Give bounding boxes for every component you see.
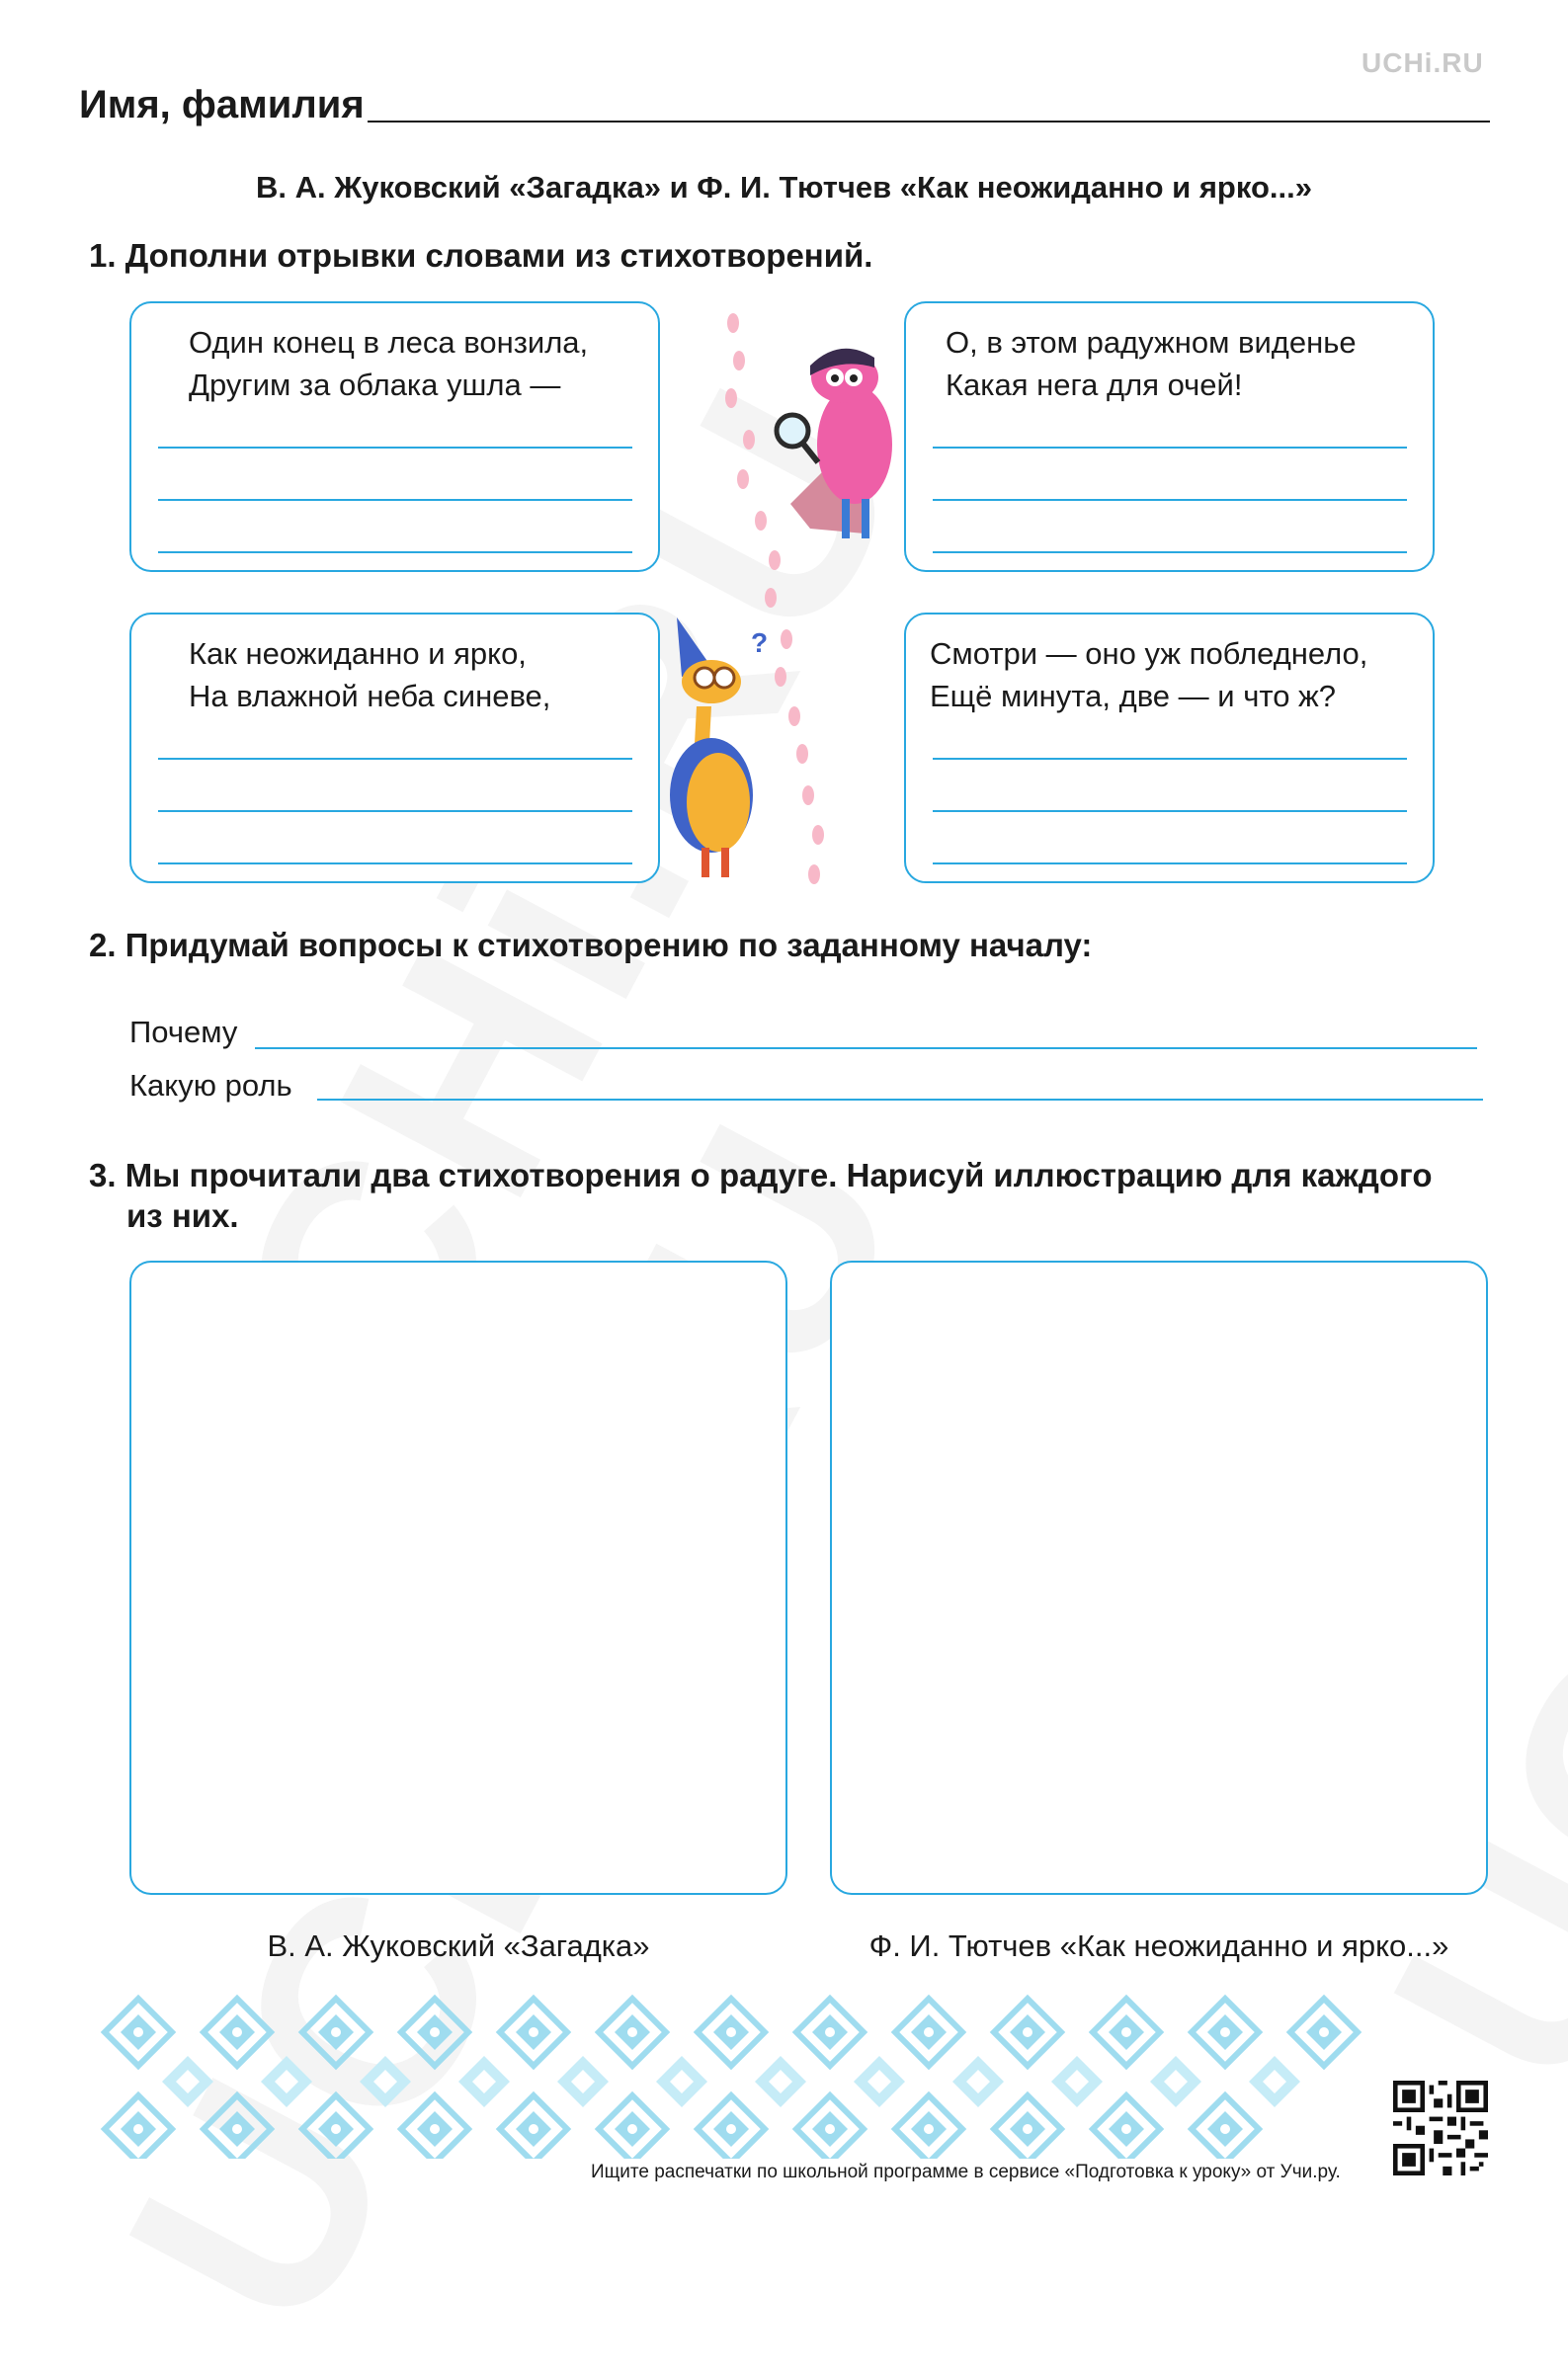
name-label: Имя, фамилия xyxy=(79,83,365,126)
answer-line[interactable] xyxy=(933,810,1407,812)
poem-line: Один конец в леса вонзила, xyxy=(189,325,589,360)
question-prompt-role: Какую роль xyxy=(129,1068,292,1103)
name-input-line[interactable] xyxy=(368,121,1490,123)
poem-box-4 xyxy=(904,613,1435,883)
question-answer-line[interactable] xyxy=(317,1099,1483,1101)
drawing-area-left[interactable] xyxy=(129,1261,787,1895)
brand-logo: UCHi.RU xyxy=(1362,47,1484,78)
task3-heading-line: из них. xyxy=(126,1197,239,1234)
answer-line[interactable] xyxy=(933,551,1407,553)
poem-line: Смотри — оно уж побледнело, xyxy=(930,636,1368,671)
caption-right: Ф. И. Тютчев «Как неожиданно и ярко...» xyxy=(868,1928,1449,1963)
poem-line: На влажной неба синеве, xyxy=(189,679,551,713)
wizard-character-icon xyxy=(657,613,785,884)
poem-box-3 xyxy=(129,613,660,883)
task3-heading-line: 3. Мы прочитали два стихотворения о радуге. Нарисуй иллюстрацию для каждого xyxy=(89,1157,1433,1193)
task1-heading: 1. Дополни отрывки словами из стихотворений. xyxy=(89,237,873,274)
question-answer-line[interactable] xyxy=(255,1047,1477,1049)
answer-line[interactable] xyxy=(158,447,632,449)
answer-line[interactable] xyxy=(158,551,632,553)
poem-line: Ещё минута, две — и что ж? xyxy=(930,679,1337,713)
answer-line[interactable] xyxy=(933,447,1407,449)
poem-line: Другим за облака ушла — xyxy=(189,368,561,402)
qr-code-icon[interactable] xyxy=(1393,2081,1488,2175)
poem-box-1 xyxy=(129,301,660,572)
answer-line[interactable] xyxy=(158,810,632,812)
poem-line: О, в этом радужном виденье xyxy=(946,325,1357,360)
task2-heading: 2. Придумай вопросы к стихотворению по заданному началу: xyxy=(89,927,1093,963)
question-prompt-why: Почему xyxy=(129,1015,238,1049)
answer-line[interactable] xyxy=(933,862,1407,864)
task3-heading xyxy=(89,1155,1433,1236)
answer-line[interactable] xyxy=(158,499,632,501)
svg-text:?: ? xyxy=(751,627,769,658)
poem-line: Как неожиданно и ярко, xyxy=(189,636,527,671)
answer-line[interactable] xyxy=(933,499,1407,501)
drawing-area-right[interactable] xyxy=(830,1261,1488,1895)
footer-note: Ищите распечатки по школьной программе в сервисе «Подготовка к уроку» от Учи.ру. xyxy=(591,2162,1341,2182)
answer-line[interactable] xyxy=(158,862,632,864)
answer-line[interactable] xyxy=(158,758,632,760)
ornament-decoration xyxy=(94,1991,1388,2159)
poem-box-2 xyxy=(904,301,1435,572)
answer-line[interactable] xyxy=(933,758,1407,760)
page-title: В. А. Жуковский «Загадка» и Ф. И. Тютчев «Как неожиданно и ярко...» xyxy=(256,170,1312,205)
poem-line: Какая нега для очей! xyxy=(946,368,1243,402)
detective-character-icon xyxy=(771,336,909,563)
caption-left: В. А. Жуковский «Загадка» xyxy=(267,1928,650,1963)
